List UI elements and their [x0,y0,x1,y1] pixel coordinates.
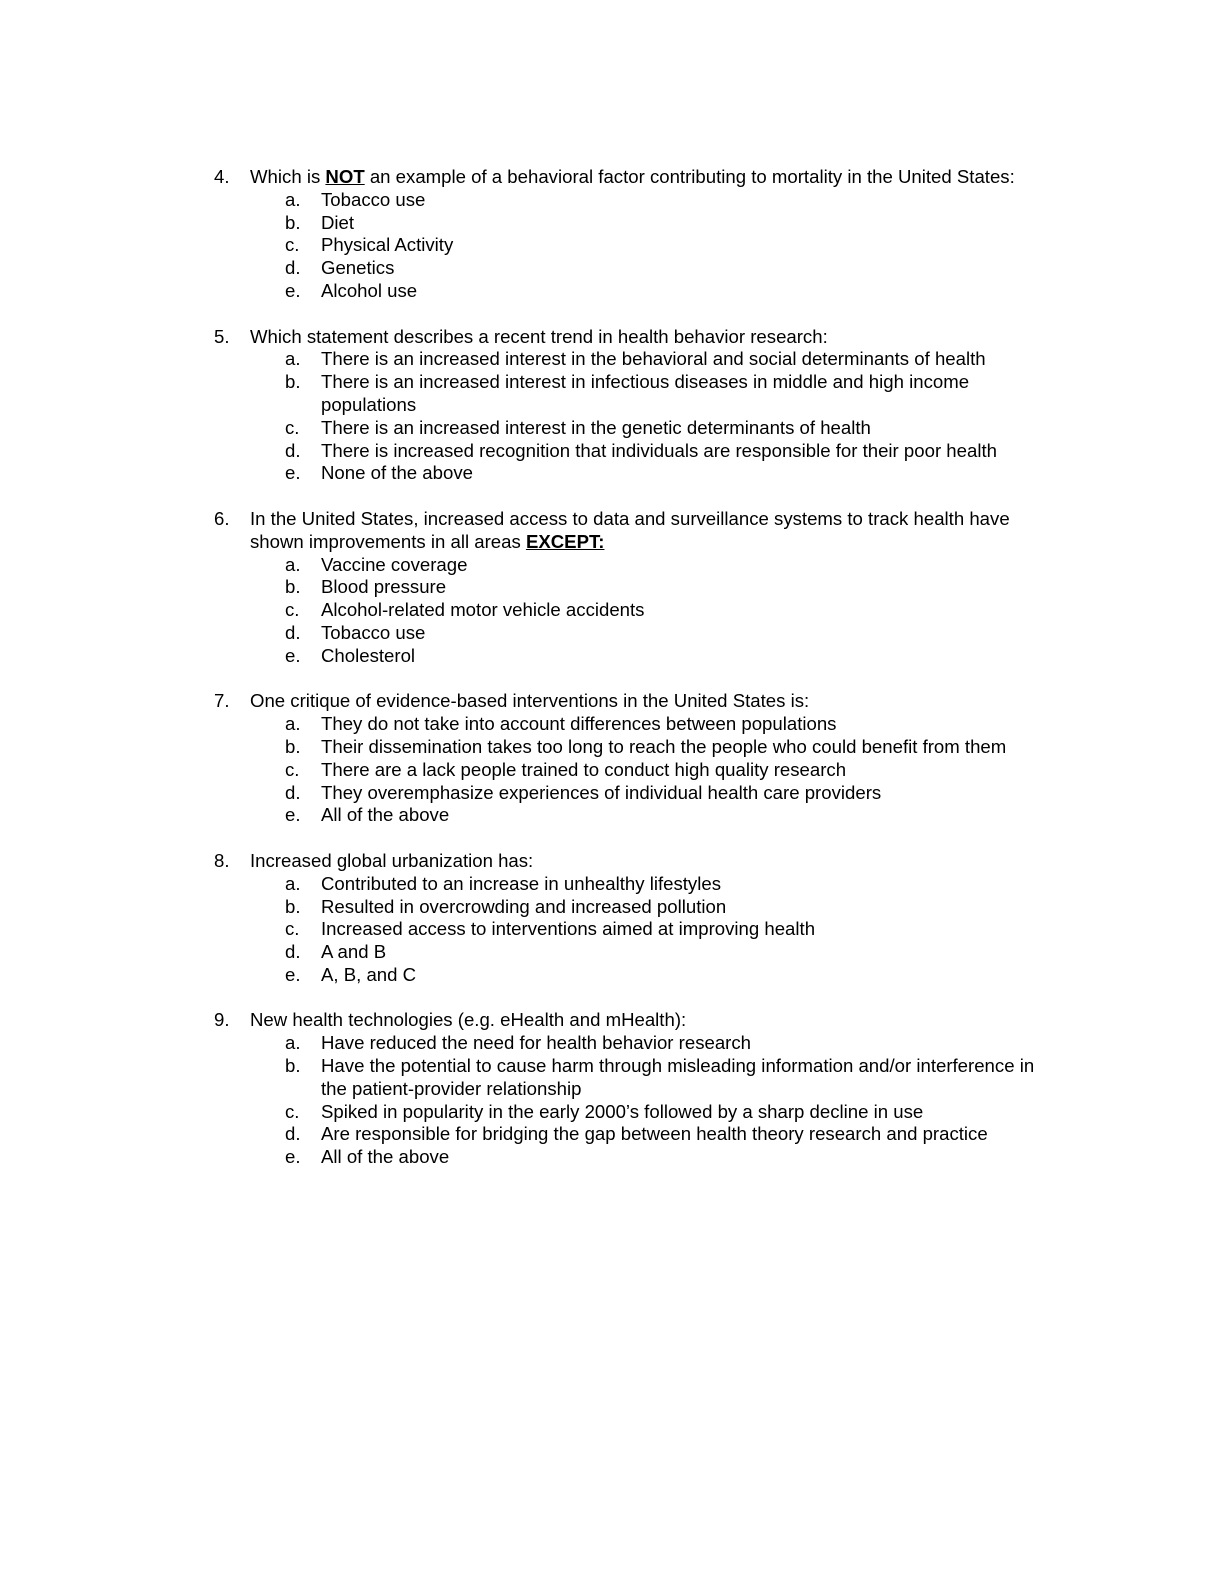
answer-option [285,873,1044,896]
option-text: Tobacco use [321,621,426,643]
question-body [250,508,1044,668]
question-body [250,850,1044,987]
question-number: 4. [214,166,230,187]
answer-option [285,599,1044,622]
answer-option [285,1032,1044,1055]
option-letter: e. [285,462,301,484]
question-number: 6. [214,507,230,529]
option-letter: d. [285,439,301,461]
answer-option [285,440,1044,463]
option-letter: e. [285,804,301,826]
option-letter: c. [285,599,300,621]
option-text: Contributed to an increase in unhealthy lifestyles [321,872,722,894]
question-stem-text: New health technologies (e.g. eHealth and mHealth): [250,1009,687,1031]
option-letter: d. [285,941,301,963]
option-text: Vaccine coverage [321,553,468,575]
option-letter: d. [285,621,301,643]
question-number: 5. [214,325,230,347]
question-number: 8. [214,849,230,871]
answer-option [285,736,1044,759]
option-text: There is an increased interest in the behavioral and social determinants of health [321,348,986,370]
answer-option [285,257,1044,280]
option-text: There is increased recognition that individuals are responsible for their poor health [321,439,997,461]
option-letter: b. [285,895,301,917]
answer-options [250,713,1044,827]
option-text: A, B, and C [321,963,417,985]
question-list [214,166,1044,1169]
question-body [250,326,1044,486]
question-stem-text-end: an example of a behavioral factor contributing to mortality in the United States: [364,166,1015,187]
option-letter: b. [285,371,301,393]
question-8 [214,850,1044,987]
answer-option [285,804,1044,827]
answer-option [285,417,1044,440]
option-letter: a. [285,1032,301,1054]
option-text: All of the above [321,1146,450,1168]
question-number: 7. [214,690,230,712]
option-text: There is an increased interest in infectious diseases in middle and high income populations [321,371,970,415]
option-text: They do not take into account differences between populations [321,713,837,735]
question-stem-text: One critique of evidence-based interventions in the United States is: [250,690,810,712]
answer-option [285,576,1044,599]
question-body [250,166,1044,303]
question-stem [250,508,1044,554]
option-text: None of the above [321,462,473,484]
question-number: 9. [214,1009,230,1031]
question-6 [214,508,1044,668]
question-stem [250,166,1044,189]
question-9 [214,1009,1044,1169]
answer-option [285,759,1044,782]
answer-option [285,1055,1044,1101]
option-letter: c. [285,758,300,780]
answer-option [285,1123,1044,1146]
question-body [250,1009,1044,1169]
answer-option [285,462,1044,485]
answer-option [285,896,1044,919]
option-text: Diet [321,211,355,233]
question-4 [214,166,1044,303]
option-text: Blood pressure [321,576,447,598]
option-text: Resulted in overcrowding and increased pollution [321,895,727,917]
answer-option [285,234,1044,257]
question-stem-text: In the United States, increased access to data and surveillance systems to track health have shown improvements in all areas [250,507,1010,552]
answer-option [285,554,1044,577]
answer-option [285,1101,1044,1124]
answer-option [285,964,1044,987]
answer-options [250,189,1044,303]
question-7 [214,690,1044,827]
option-letter: e. [285,644,301,666]
option-text: Physical Activity [321,234,454,256]
answer-option [285,212,1044,235]
answer-option [285,713,1044,736]
option-letter: b. [285,211,301,233]
option-text: There is an increased interest in the genetic determinants of health [321,416,871,438]
option-text: Spiked in popularity in the early 2000’s followed by a sharp decline in use [321,1100,924,1122]
option-letter: c. [285,918,300,940]
question-stem-emphasis: NOT [325,166,365,187]
question-stem-text: Which statement describes a recent trend in health behavior research: [250,325,828,347]
option-text: Have reduced the need for health behavior research [321,1032,751,1054]
question-stem-text: Increased global urbanization has: [250,849,534,871]
option-letter: c. [285,1100,300,1122]
option-letter: a. [285,713,301,735]
question-stem [250,850,1044,873]
answer-option [285,1146,1044,1169]
question-stem [250,690,1044,713]
option-letter: d. [285,1123,301,1145]
option-letter: a. [285,553,301,575]
answer-option [285,371,1044,417]
option-text: Their dissemination takes too long to reach the people who could benefit from them [321,735,1007,757]
option-letter: b. [285,1055,301,1077]
answer-option [285,189,1044,212]
question-stem-emphasis: EXCEPT: [525,530,605,552]
answer-options [250,873,1044,987]
answer-option [285,918,1044,941]
option-letter: e. [285,279,301,301]
answer-options [250,1032,1044,1169]
option-text: Cholesterol [321,644,416,666]
option-letter: a. [285,348,301,370]
option-text: They overemphasize experiences of individual health care providers [321,781,882,803]
option-letter: e. [285,963,301,985]
option-text: Alcohol use [321,279,418,301]
option-letter: a. [285,188,301,210]
option-letter: c. [285,234,300,256]
answer-option [285,941,1044,964]
option-text: Tobacco use [321,188,426,210]
option-text: Genetics [321,257,395,279]
option-letter: e. [285,1146,301,1168]
answer-options [250,554,1044,668]
option-text: A and B [321,941,387,963]
answer-option [285,280,1044,303]
answer-option [285,348,1044,371]
option-text: All of the above [321,804,450,826]
option-letter: c. [285,416,300,438]
option-letter: b. [285,576,301,598]
question-5 [214,326,1044,486]
question-stem [250,1009,1044,1032]
answer-option [285,622,1044,645]
question-body [250,690,1044,827]
answer-option [285,782,1044,805]
question-stem [250,326,1044,349]
option-letter: a. [285,872,301,894]
question-stem-text: Which is [250,166,326,187]
option-text: Increased access to interventions aimed at improving health [321,918,816,940]
option-text: Alcohol-related motor vehicle accidents [321,599,645,621]
option-letter: d. [285,257,301,279]
option-text: Have the potential to cause harm through misleading information and/or interference in the patient-provider relationship [321,1055,1035,1099]
answer-option [285,645,1044,668]
option-text: There are a lack people trained to conduct high quality research [321,758,847,780]
option-letter: b. [285,735,301,757]
option-text: Are responsible for bridging the gap between health theory research and practice [321,1123,988,1145]
option-letter: d. [285,781,301,803]
answer-options [250,348,1044,485]
